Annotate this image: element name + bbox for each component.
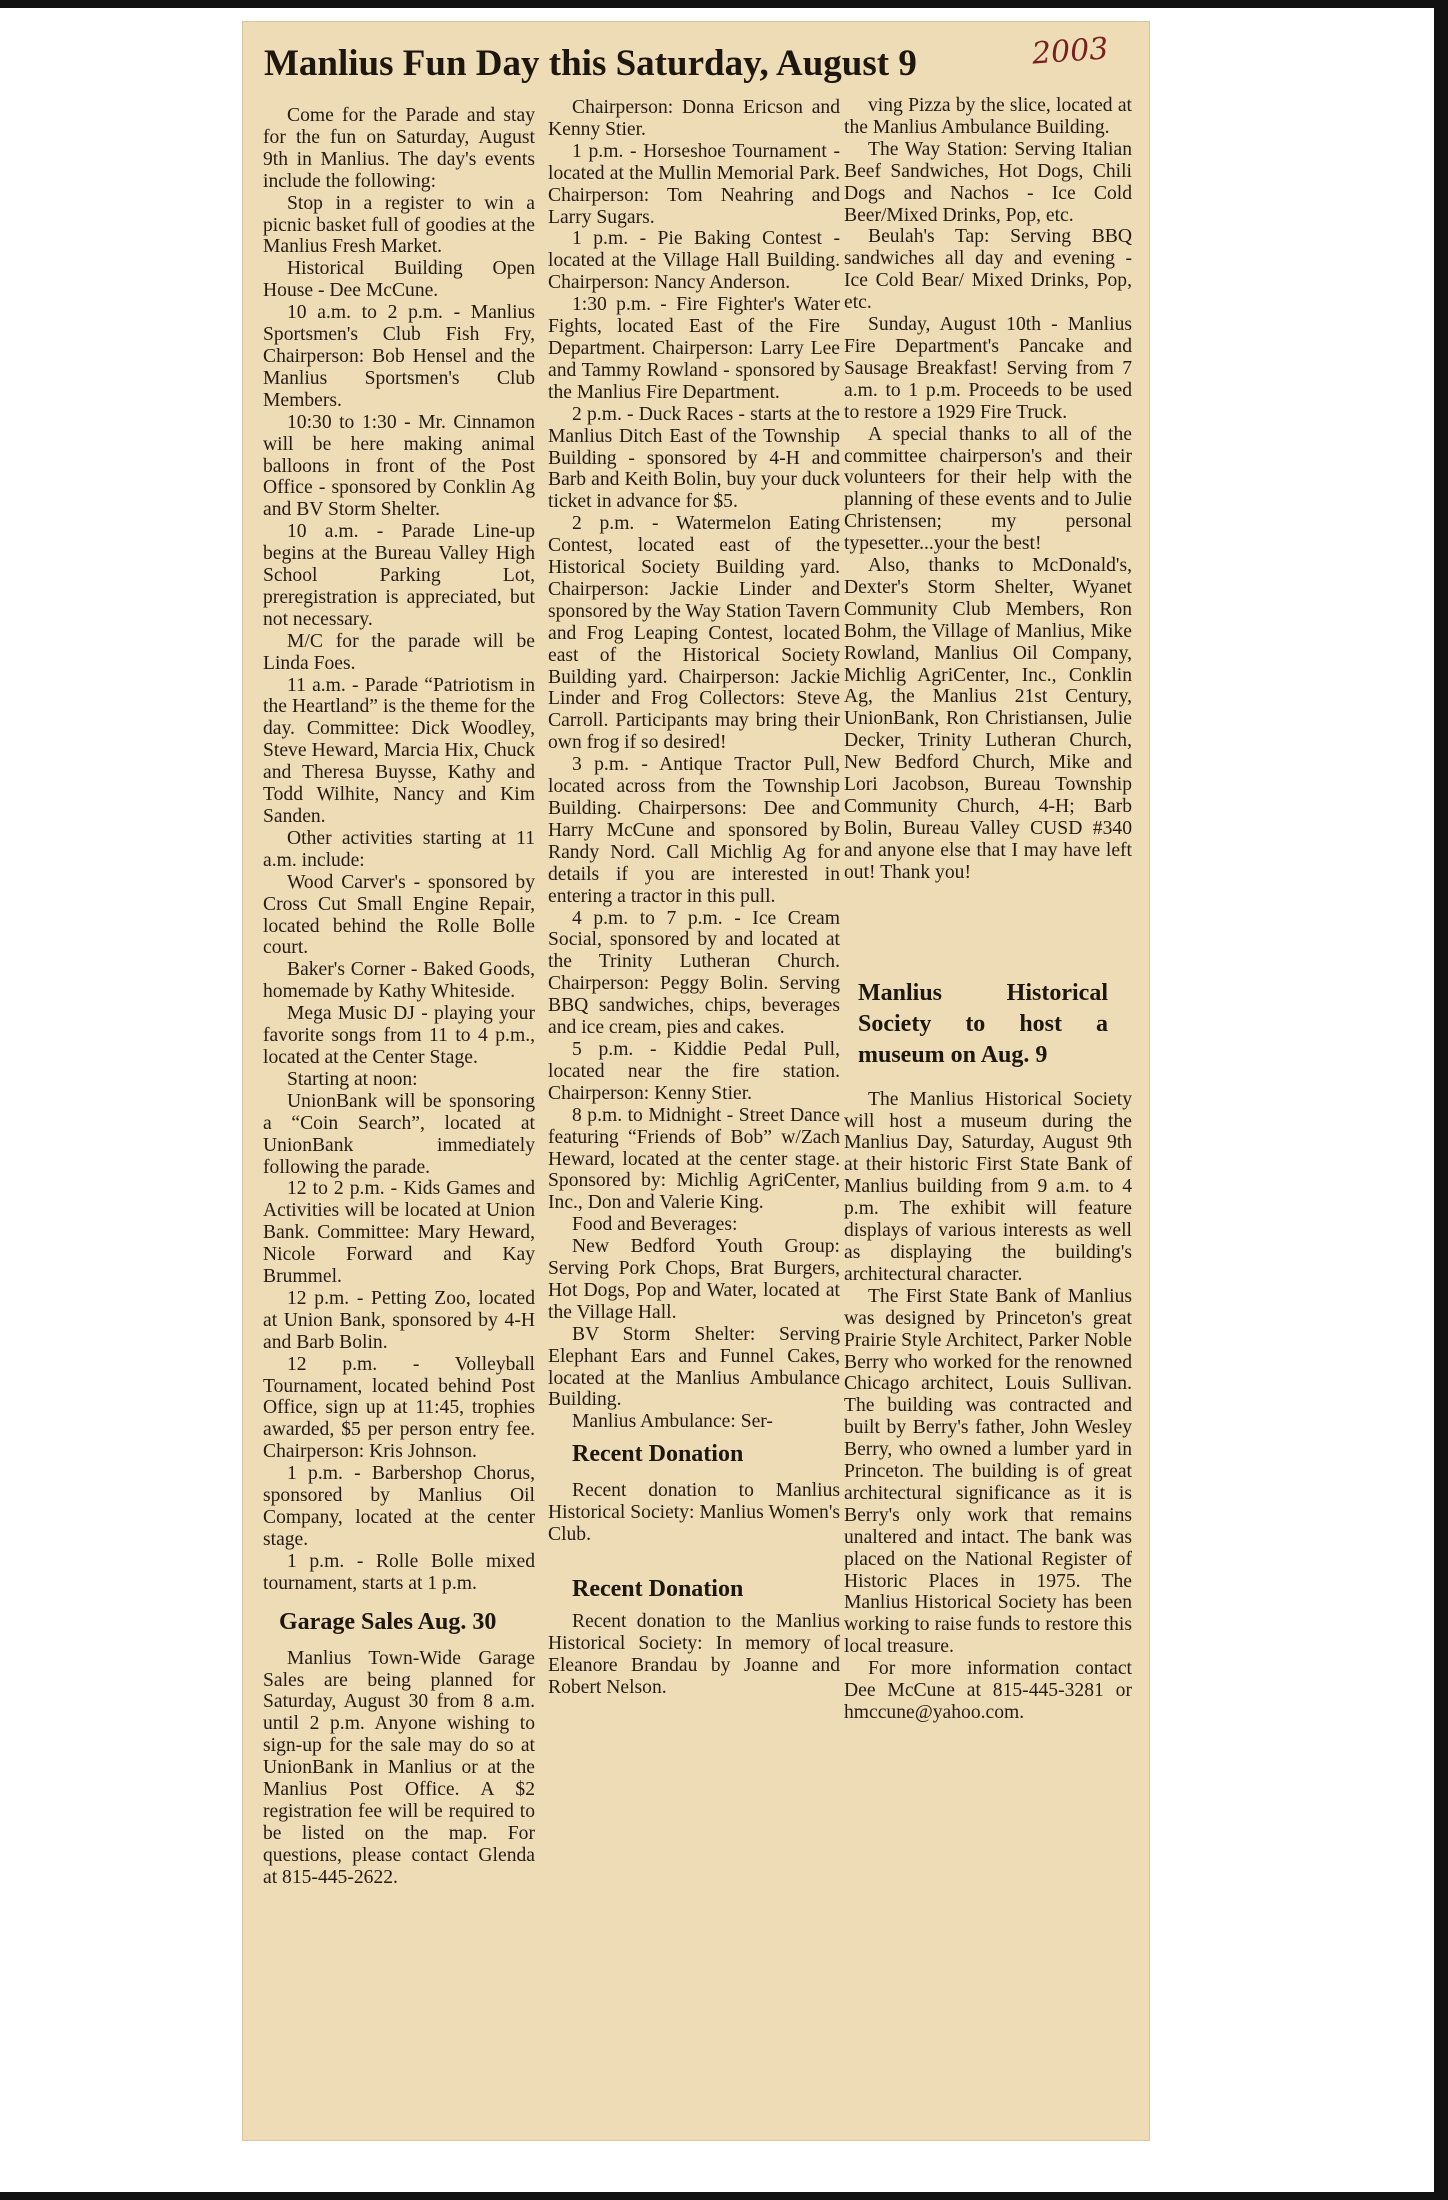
- article-paragraph: 10 a.m. to 2 p.m. - Manlius Sportsmen's Club Fish Fry, Chairperson: Bob Hensel and the Manlius Sportsmen's Club Members.: [263, 302, 535, 411]
- article-paragraph: The Way Station: Serving Italian Beef Sandwiches, Hot Dogs, Chili Dogs and Nachos - Ice Cold Beer/Mixed Drinks, Pop, etc.: [844, 138, 1132, 226]
- column-1-body: [263, 105, 535, 1595]
- column-2: [548, 97, 840, 1699]
- article-paragraph: 3 p.m. - Antique Tractor Pull, located across from the Township Building. Chairpersons: Dee and Harry McCune and sponsored by Randy Nord. Call Michlig Ag for details if you are interested in entering a tractor in this pull.: [548, 754, 840, 907]
- museum-heading: Manlius Historical Society to host a museum on Aug. 9: [858, 979, 1108, 1068]
- article-paragraph: 1 p.m. - Barbershop Chorus, sponsored by Manlius Oil Company, located at the center stage.: [263, 1463, 535, 1550]
- article-paragraph: 12 p.m. - Volleyball Tournament, located behind Post Office, sign up at 11:45, trophies awarded, $5 per person entry fee. Chairperson: Kris Johnson.: [263, 1353, 535, 1463]
- headline: Manlius Fun Day this Saturday, August 9: [264, 43, 917, 84]
- article-paragraph: M/C for the parade will be Linda Foes.: [263, 630, 535, 674]
- article-paragraph: The Manlius Historical Society will host a museum during the Manlius Day, Saturday, August 9th at their historic First State Bank of Manlius building from 9 a.m. to 4 p.m. The exhibit will feature displays of various interests as well as displaying the building's architectural character.: [844, 1088, 1132, 1285]
- column-3-body: [844, 95, 1132, 884]
- article-paragraph: UnionBank will be sponsoring a “Coin Search”, located at UnionBank immediately following the parade.: [263, 1090, 535, 1178]
- article-paragraph: ving Pizza by the slice, located at the Manlius Ambulance Building.: [844, 95, 1132, 138]
- article-paragraph: 1 p.m. - Horseshoe Tournament - located at the Mullin Memorial Park. Chairperson: Tom Neahring and Larry Sugars.: [548, 140, 840, 228]
- article-paragraph: 10 a.m. - Parade Line-up begins at the Bureau Valley High School Parking Lot, preregistration is appreciated, but not necessary.: [263, 521, 535, 630]
- recent-donation-text-1: Recent donation to Manlius Historical Society: Manlius Women's Club.: [548, 1480, 840, 1546]
- article-paragraph: 8 p.m. to Midnight - Street Dance featuring “Friends of Bob” w/Zach Heward, located at the center stage. Sponsored by: Michlig AgriCenter, Inc., Don and Valerie King.: [548, 1104, 840, 1214]
- garage-sales-body: [263, 1648, 535, 1889]
- article-paragraph: 1 p.m. - Pie Baking Contest - located at the Village Hall Building. Chairperson: Nancy Anderson.: [548, 228, 840, 294]
- article-paragraph: Chairperson: Donna Ericson and Kenny Stier.: [548, 97, 840, 140]
- article-paragraph: 11 a.m. - Parade “Patriotism in the Heartland” is the theme for the day. Committee: Dick Woodley, Steve Heward, Marcia Hix, Chuck and Theresa Buysse, Kathy and Todd Wilhite, Nancy and Kim Sanden.: [263, 674, 535, 827]
- recent-donation-heading-2: Recent Donation: [572, 1576, 744, 1602]
- recent-donation-heading-1: Recent Donation: [572, 1441, 744, 1468]
- article-paragraph: Starting at noon:: [287, 1068, 418, 1090]
- article-paragraph: For more information contact Dee McCune at 815-445-3281 or hmccune@yahoo.com.: [844, 1658, 1132, 1723]
- scan-border-top: [0, 0, 1448, 8]
- article-paragraph: Beulah's Tap: Serving BBQ sandwiches all day and evening - Ice Cold Bear/ Mixed Drinks, Pop, etc.: [844, 226, 1132, 314]
- column-2-body: [548, 97, 840, 1433]
- article-paragraph: 4 p.m. to 7 p.m. - Ice Cream Social, sponsored by and located at the Trinity Lutheran Church. Chairperson: Peggy Bolin. Serving BBQ sandwiches, chips, beverages and ice cream, pies and cakes.: [548, 907, 840, 1039]
- article-paragraph: Manlius Ambulance: Ser-: [572, 1411, 773, 1433]
- article-paragraph: Also, thanks to McDonald's, Dexter's Storm Shelter, Wyanet Community Club Members, Ron Bohm, the Village of Manlius, Mike Rowland, Manlius Oil Company, Michlig AgriCenter, Inc., Conklin Ag, the Manlius 21st Century, UnionBank, Ron Christiansen, Julie Decker, Trinity Lutheran Church, New Bedford Church, Mike and Lori Jacobson, Bureau Township Community Church, 4-H; Barb Bolin, Bureau Valley CUSD #340 and anyone else that I may have left out! Thank you!: [844, 555, 1132, 883]
- article-paragraph: 12 to 2 p.m. - Kids Games and Activities will be located at Union Bank. Committee: Mary Heward, Nicole Forward and Kay Brummel.: [263, 1178, 535, 1288]
- scan-border-right: [1434, 0, 1448, 2200]
- article-paragraph: Wood Carver's - sponsored by Cross Cut Small Engine Repair, located behind the Rolle Bolle court.: [263, 871, 535, 959]
- article-paragraph: Historical Building Open House - Dee McCune.: [263, 258, 535, 302]
- article-paragraph: 2 p.m. - Duck Races - starts at the Manlius Ditch East of the Township Building - sponsored by 4-H and Barb and Keith Bolin, buy your duck ticket in advance for $5.: [548, 403, 840, 513]
- article-paragraph: A special thanks to all of the committee chairperson's and their volunteers for their help with the planning of these events and to Julie Christensen; my personal typesetter...your the best!: [844, 423, 1132, 555]
- article-paragraph: Stop in a register to win a picnic basket full of goodies at the Manlius Fresh Market.: [263, 192, 535, 258]
- article-paragraph: Other activities starting at 11 a.m. include:: [263, 827, 535, 871]
- article-paragraph: The First State Bank of Manlius was designed by Princeton's great Prairie Style Architect, Parker Noble Berry who worked for the renowned Chicago architect, Louis Sullivan. The building was contracted and built by Berry's father, John Wesley Berry, who owned a lumber yard in Princeton. The building is of great architectural significance as it is Berry's only work that remains unaltered and intact. The bank was placed on the National Register of Historic Places in 1975. The Manlius Historical Society has been working to raise funds to restore this local treasure.: [844, 1285, 1132, 1658]
- article-paragraph: 1:30 p.m. - Fire Fighter's Water Fights, located East of the Fire Department. Chairperson: Larry Lee and Tammy Rowland - sponsored by the Manlius Fire Department.: [548, 294, 840, 403]
- article-paragraph: Manlius Town-Wide Garage Sales are being planned for Saturday, August 30 from 8 a.m. until 2 p.m. Anyone wishing to sign-up for the sale may do so at UnionBank in Manlius or at the Manlius Post Office. A $2 registration fee will be required to be listed on the map. For questions, please contact Glenda at 815-445-2622.: [263, 1647, 535, 1888]
- article-paragraph: New Bedford Youth Group: Serving Pork Chops, Brat Burgers, Hot Dogs, Pop and Water, located at the Village Hall.: [548, 1236, 840, 1323]
- article-paragraph: 5 p.m. - Kiddie Pedal Pull, located near the fire station. Chairperson: Kenny Stier.: [548, 1038, 840, 1104]
- museum-body: [844, 1089, 1132, 1724]
- article-paragraph: 10:30 to 1:30 - Mr. Cinnamon will be here making animal balloons in front of the Post Office - sponsored by Conklin Ag and BV Storm Shelter.: [263, 411, 535, 521]
- article-paragraph: Baker's Corner - Baked Goods, homemade by Kathy Whiteside.: [263, 959, 535, 1003]
- article-paragraph: BV Storm Shelter: Serving Elephant Ears and Funnel Cakes, located at the Manlius Ambulance Building.: [548, 1323, 840, 1411]
- article-paragraph: Come for the Parade and stay for the fun on Saturday, August 9th in Manlius. The day's events include the following:: [263, 105, 535, 192]
- article-paragraph: Mega Music DJ - playing your favorite songs from 11 to 4 p.m., located at the Center Stage.: [263, 1003, 535, 1068]
- handwritten-year: 2003: [1030, 31, 1110, 72]
- column-1: [263, 105, 535, 1889]
- article-paragraph: 12 p.m. - Petting Zoo, located at Union Bank, sponsored by 4-H and Barb Bolin.: [263, 1287, 535, 1353]
- article-paragraph: Food and Beverages:: [572, 1214, 738, 1236]
- scan-border-bottom: [0, 2192, 1448, 2200]
- column-3: [844, 95, 1132, 1724]
- article-paragraph: 1 p.m. - Rolle Bolle mixed tournament, starts at 1 p.m.: [263, 1550, 535, 1594]
- garage-sales-heading: Garage Sales Aug. 30: [279, 1608, 497, 1635]
- article-paragraph: Sunday, August 10th - Manlius Fire Department's Pancake and Sausage Breakfast! Serving from 7 a.m. to 1 p.m. Proceeds to be used to restore a 1929 Fire Truck.: [844, 314, 1132, 423]
- recent-donation-text-2: Recent donation to the Manlius Historical Society: In memory of Eleanore Brandau by Joanne and Robert Nelson.: [548, 1611, 840, 1698]
- article-paragraph: 2 p.m. - Watermelon Eating Contest, located east of the Historical Society Building yard. Chairperson: Jackie Linder and sponsored by the Way Station Tavern and Frog Leaping Contest, located east of the Historical Society Building yard. Chairperson: Jackie Linder and Frog Collectors: Steve Carroll. Participants may bring their own frog if so desired!: [548, 513, 840, 754]
